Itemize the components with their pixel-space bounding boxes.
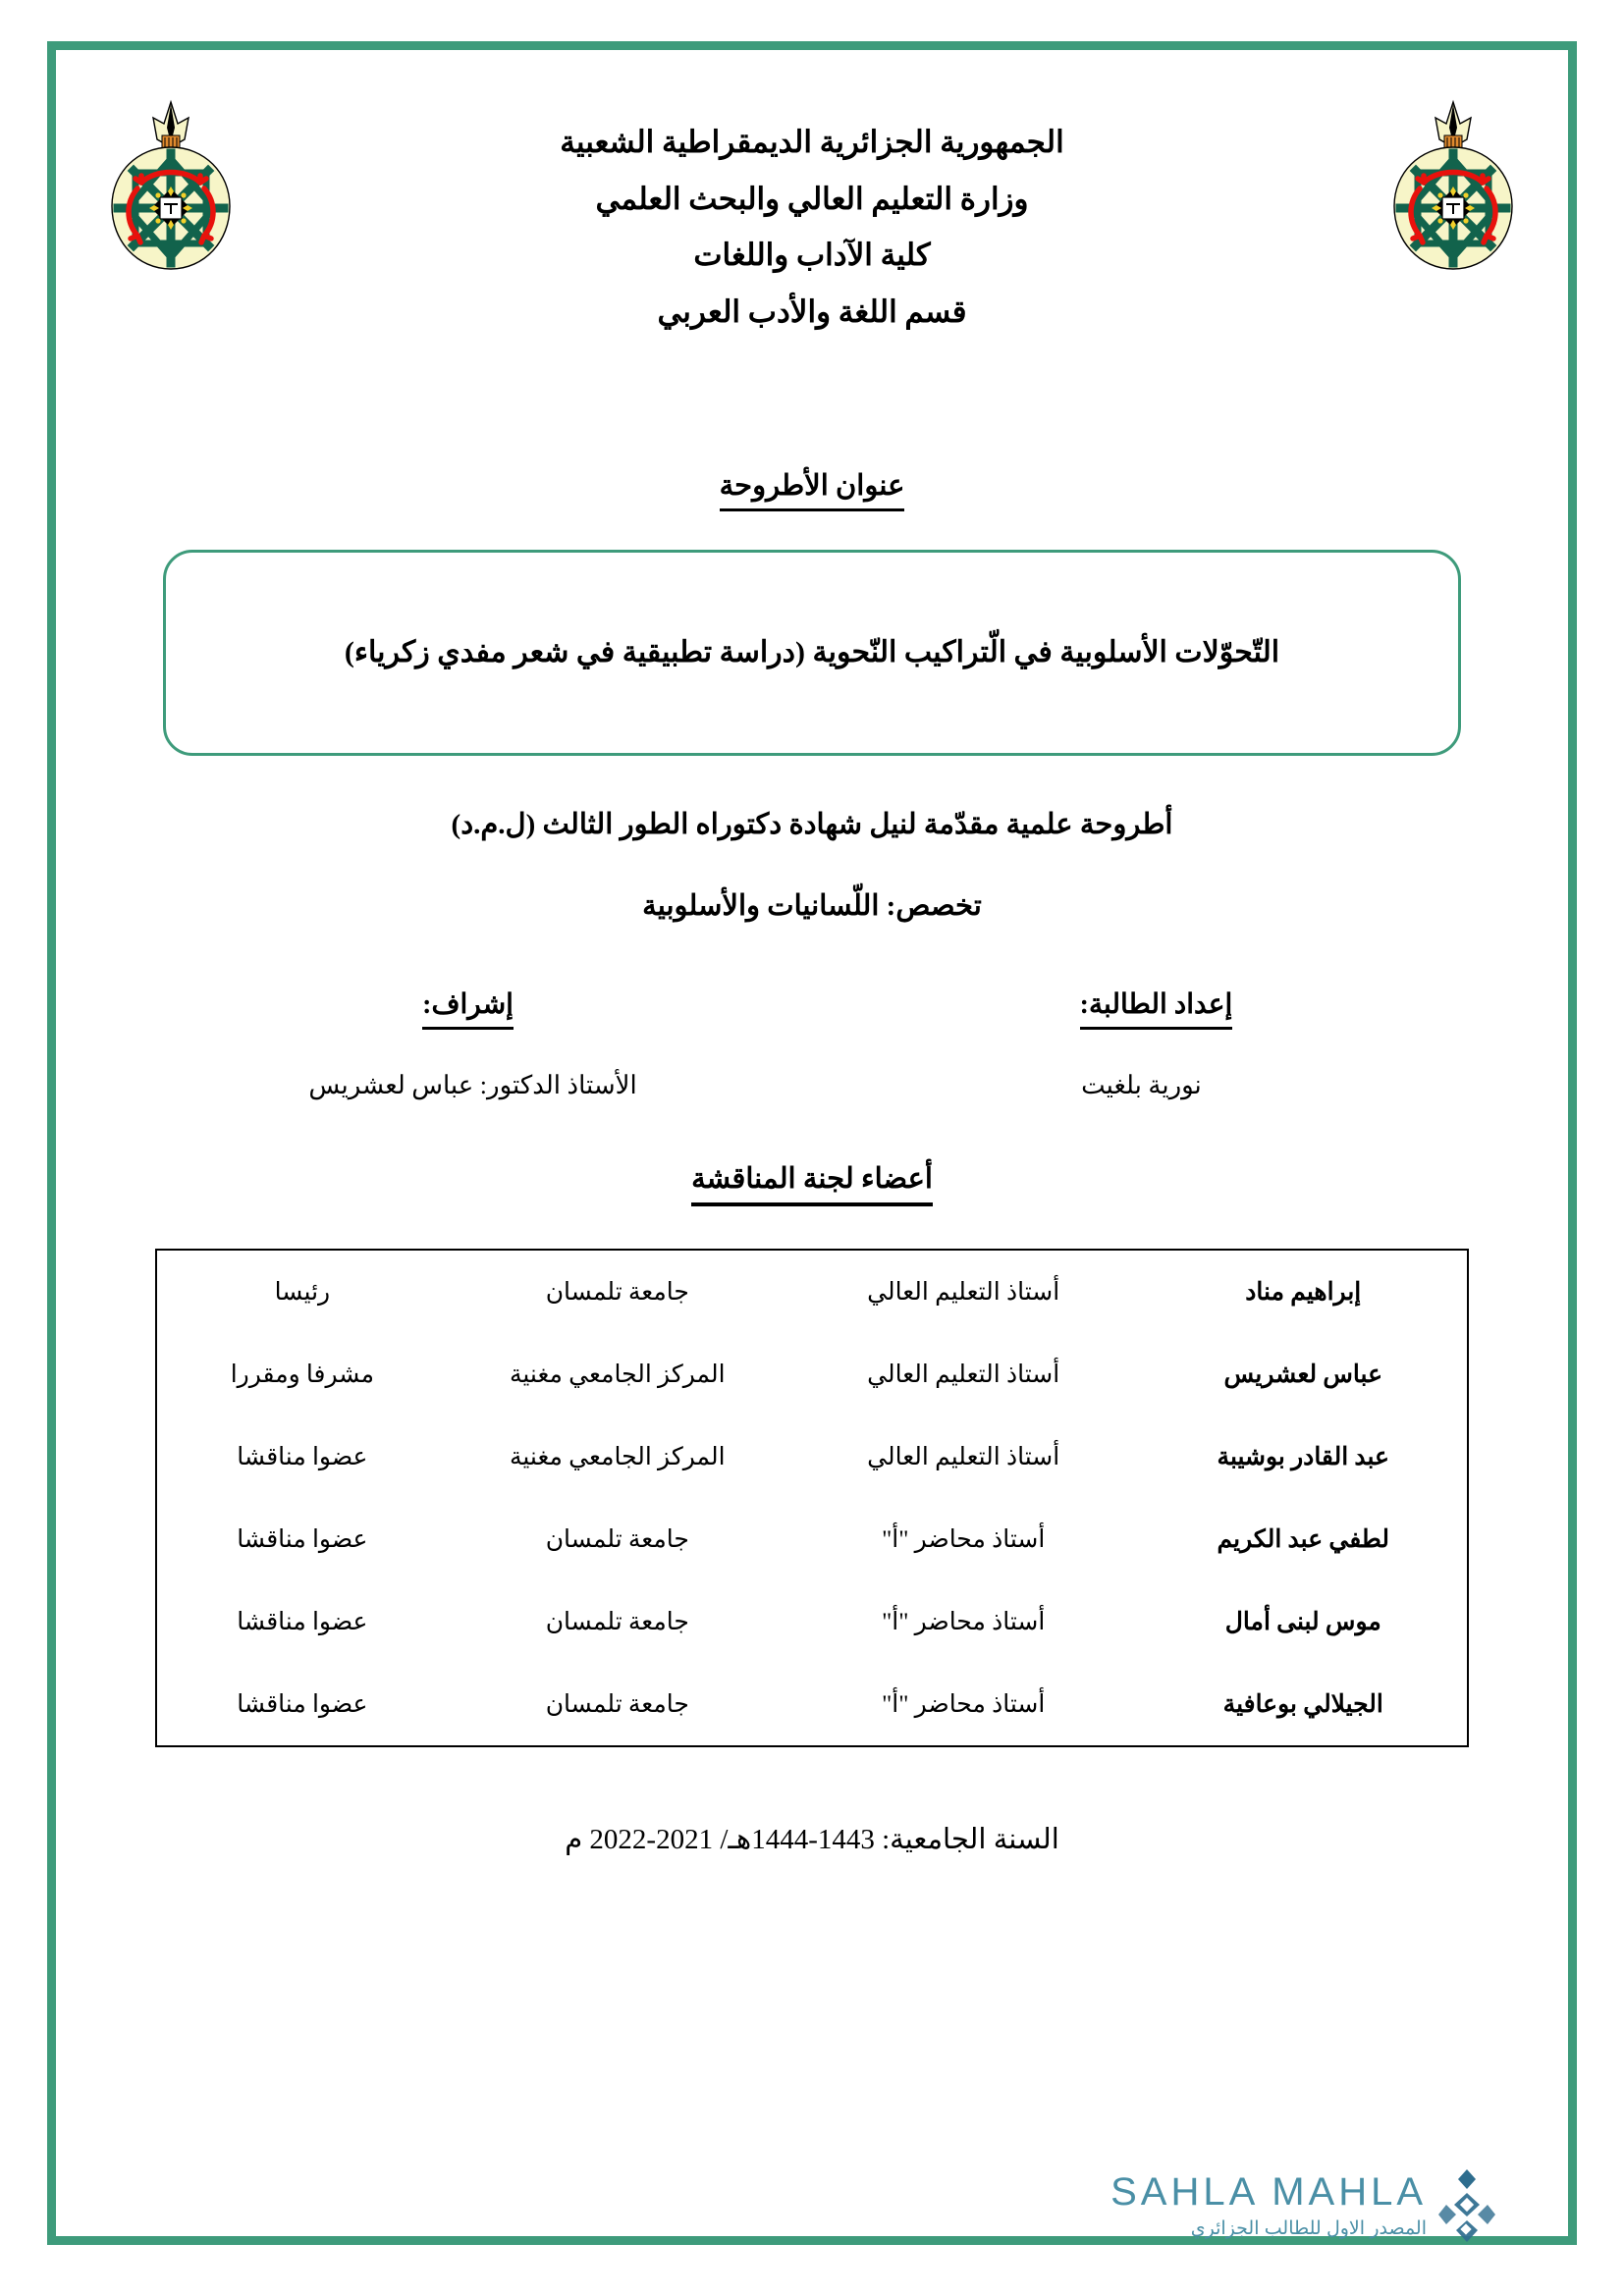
table-row (156, 1498, 1468, 1580)
header-line-faculty: كلية الآداب واللغات (693, 238, 931, 273)
university-emblem-icon (1388, 98, 1518, 275)
specialty-statement: تخصص: اللّسانيات والأسلوبية (642, 889, 982, 922)
jury-institution: المركز الجامعي مغنية (509, 1361, 726, 1388)
watermark-logo-icon (1436, 2167, 1497, 2244)
jury-institution: جامعة تلمسان (545, 1608, 689, 1635)
table-row (156, 1250, 1468, 1333)
student-role-label: إعداد الطالبة: (1080, 988, 1233, 1030)
watermark-tagline: المصدر الاول للطالب الجزائري (1190, 2217, 1427, 2239)
jury-name: عبد القادر بوشيبة (1217, 1443, 1389, 1470)
jury-institution: المركز الجامعي مغنية (509, 1443, 726, 1470)
jury-institution: جامعة تلمسان (545, 1690, 689, 1718)
ministry-header-text (236, 98, 1388, 341)
table-row (156, 1580, 1468, 1663)
jury-table (155, 1249, 1469, 1747)
thesis-title-box (163, 550, 1461, 756)
table-row (156, 1415, 1468, 1498)
supervisor-block (175, 988, 761, 1100)
page-content (47, 41, 1577, 2245)
university-emblem-icon-secondary (106, 98, 236, 275)
watermark-brand-name: SAHLA MAHLA (1110, 2169, 1427, 2214)
jury-name: لطفي عبد الكريم (1217, 1525, 1389, 1553)
jury-name: الجيلالي بوعافية (1222, 1690, 1383, 1718)
jury-rank: أستاذ التعليم العالي (867, 1278, 1060, 1306)
jury-role: مشرفا ومقررا (230, 1361, 374, 1388)
table-row (156, 1333, 1468, 1415)
jury-role: عضوا مناقشا (237, 1690, 368, 1718)
jury-name: عباس لعشريس (1223, 1361, 1382, 1388)
header-line-country: الجمهورية الجزائرية الديمقراطية الشعبية (560, 125, 1064, 159)
jury-rank: أستاذ محاضر "أ" (882, 1608, 1046, 1635)
student-block (863, 988, 1449, 1100)
jury-section-label (106, 1161, 1518, 1196)
jury-role: عضوا مناقشا (237, 1608, 368, 1635)
jury-role: عضوا مناقشا (237, 1525, 368, 1553)
jury-role: رئيسا (274, 1278, 331, 1306)
jury-rank: أستاذ التعليم العالي (867, 1361, 1060, 1388)
watermark-text-block (1085, 2169, 1427, 2240)
header-line-ministry: وزارة التعليم العالي والبحث العلمي (595, 181, 1029, 216)
academic-year: السنة الجامعية: 1443-1444هـ/ 2021-2022 م (565, 1823, 1059, 1855)
jury-table-body (156, 1250, 1468, 1746)
thesis-title-text: التّحوّلات الأسلوبية في الّتراكيب النّحوية (دراسة تطبيقية في شعر مفدي زكرياء) (344, 635, 1280, 668)
people-section (106, 988, 1518, 1100)
header-line-department: قسم اللغة والأدب العربي (657, 294, 967, 329)
student-name: نورية بلغيت (1081, 1070, 1202, 1099)
jury-rank: أستاذ التعليم العالي (867, 1443, 1060, 1470)
jury-rank: أستاذ محاضر "أ" (882, 1525, 1046, 1553)
degree-statement: أطروحة علمية مقدّمة لنيل شهادة دكتوراه الطور الثالث (ل.م.د) (451, 808, 1173, 840)
table-row (156, 1663, 1468, 1746)
supervisor-role-label: إشراف: (422, 988, 514, 1030)
jury-role: عضوا مناقشا (237, 1443, 368, 1470)
document-header (106, 98, 1518, 341)
jury-institution: جامعة تلمسان (545, 1525, 689, 1553)
jury-name: إبراهيم مناد (1245, 1278, 1362, 1306)
thesis-title-label-text: عنوان الأطروحة (720, 470, 905, 511)
sahla-mahla-watermark (1085, 2152, 1497, 2260)
jury-institution: جامعة تلمسان (545, 1278, 689, 1306)
supervisor-name: الأستاذ الدكتور: عباس لعشريس (308, 1070, 637, 1099)
jury-section-label-text: أعضاء لجنة المناقشة (691, 1163, 933, 1206)
thesis-title-label (106, 468, 1518, 503)
jury-rank: أستاذ محاضر "أ" (882, 1690, 1046, 1718)
jury-name: موس لبنى أمال (1224, 1608, 1381, 1635)
